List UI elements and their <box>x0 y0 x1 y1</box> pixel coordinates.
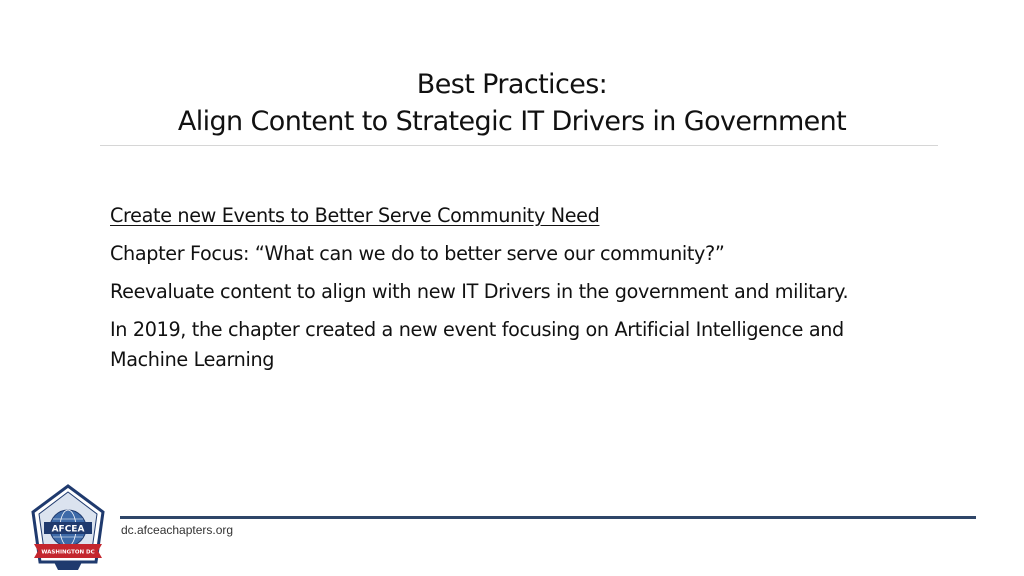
body-paragraph-2019-event: In 2019, the chapter created a new event focusing on Artificial Intelligence and Machine Learning <box>110 318 844 371</box>
logo-text: AFCEA <box>51 524 85 535</box>
body-paragraph-reevaluate: Reevaluate content to align with new IT Drivers in the government and military. <box>110 280 849 303</box>
slide-body <box>110 201 910 383</box>
logo-banner-text: WASHINGTON DC <box>41 549 95 556</box>
slide-title <box>100 66 924 140</box>
footer-divider <box>120 516 976 519</box>
title-line-2: Align Content to Strategic IT Drivers in Government <box>177 106 847 137</box>
footer-url: dc.afceachapters.org <box>121 523 234 537</box>
title-line-1: Best Practices: <box>416 69 608 100</box>
title-divider <box>100 145 938 146</box>
body-paragraph-chapter-focus: Chapter Focus: “What can we do to better serve our community?” <box>110 242 725 265</box>
body-subheading: Create new Events to Better Serve Community Need <box>110 204 600 227</box>
afcea-logo <box>30 484 106 572</box>
